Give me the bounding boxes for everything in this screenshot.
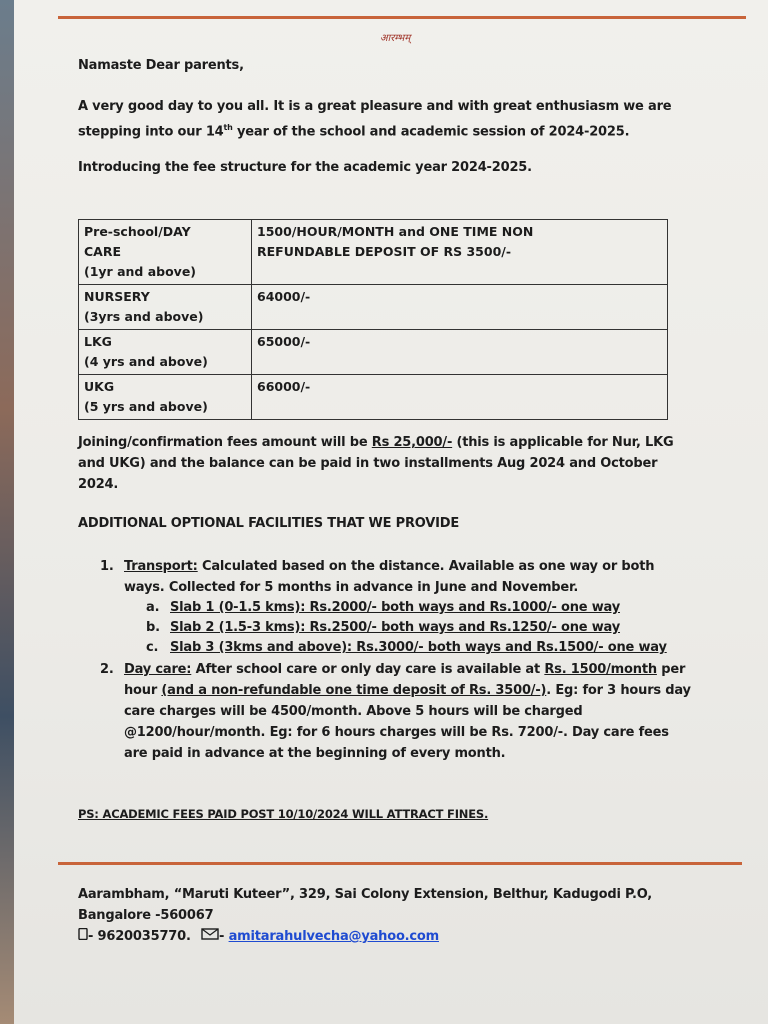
slab-label: a.	[146, 600, 160, 615]
fee-line: 65000/-	[257, 334, 311, 349]
intro-line-2-start: stepping into our 14	[78, 124, 224, 140]
top-rule	[58, 16, 746, 19]
fee-line: REFUNDABLE DEPOSIT OF RS 3500/-	[257, 244, 512, 259]
daycare-rate: Rs. 1500/month	[544, 662, 657, 677]
transport-line-2: ways. Collected for 5 months in advance in June and November.	[124, 580, 579, 595]
daycare-text: . Eg: for 3 hours day	[546, 683, 691, 698]
daycare-line-2	[100, 680, 691, 701]
footer-address	[78, 884, 652, 947]
phone-icon	[78, 926, 88, 947]
intro-line-2-end: year of the school and academic session of 2024-2025.	[232, 124, 630, 140]
intro-superscript: th	[223, 123, 233, 132]
table-row	[79, 220, 668, 285]
contact-line	[78, 926, 652, 947]
class-line: NURSERY	[84, 289, 150, 304]
slab-text: Slab 1 (0-1.5 kms): Rs.2000/- both ways and Rs.1000/- one way	[170, 600, 620, 615]
transport-title: Transport:	[124, 559, 198, 574]
address-line-2: Bangalore -560067	[78, 908, 214, 923]
class-line: CARE	[84, 244, 122, 259]
class-cell	[79, 375, 252, 420]
email-icon	[201, 926, 219, 947]
joining-text: Joining/confirmation fees amount will be	[78, 435, 372, 450]
email-link[interactable]: amitarahulvecha@yahoo.com	[228, 929, 439, 944]
background-edge	[0, 0, 14, 1024]
greeting: Namaste Dear parents,	[78, 58, 244, 73]
joining-text: (this is applicable for Nur, LKG	[452, 435, 674, 450]
joining-line-3: 2024.	[78, 477, 119, 492]
transport-line-1	[100, 556, 654, 577]
daycare-text: per	[656, 662, 686, 677]
list-number: 1.	[100, 559, 114, 574]
intro-line-1: A very good day to you all. It is a great pleasure and with great enthusiasm we are	[78, 99, 672, 114]
fee-cell	[252, 220, 668, 285]
daycare-item	[100, 659, 691, 764]
joining-line-2: and UKG) and the balance can be paid in two installments Aug 2024 and October	[78, 456, 658, 471]
daycare-text: hour	[124, 683, 162, 698]
fee-intro: Introducing the fee structure for the academic year 2024-2025.	[78, 160, 532, 175]
joining-amount: Rs 25,000/-	[371, 435, 453, 450]
list-item	[146, 598, 667, 618]
letter-page	[14, 0, 768, 1024]
fee-line: 64000/-	[257, 289, 311, 304]
fee-line: 1500/HOUR/MONTH and ONE TIME NON	[257, 224, 534, 239]
daycare-line-3: care charges will be 4500/month. Above 5 hours will be charged	[124, 704, 583, 719]
joining-paragraph	[78, 432, 673, 495]
class-cell	[79, 285, 252, 330]
table-row	[79, 375, 668, 420]
fee-cell	[252, 285, 668, 330]
joining-line-1	[78, 432, 673, 453]
daycare-line-4: @1200/hour/month. Eg: for 6 hours charges will be Rs. 7200/-. Day care fees	[124, 725, 669, 740]
slab-label: c.	[146, 640, 159, 655]
class-line: (1yr and above)	[84, 264, 197, 279]
slab-text: Slab 2 (1.5-3 kms): Rs.2500/- both ways and Rs.1250/- one way	[170, 620, 620, 635]
slab-text: Slab 3 (3kms and above): Rs.3000/- both ways and Rs.1500/- one way	[170, 640, 667, 655]
intro-paragraph	[78, 96, 671, 142]
class-cell	[79, 330, 252, 375]
daycare-text: After school care or only day care is available at	[191, 662, 545, 677]
daycare-title: Day care:	[124, 662, 192, 677]
daycare-deposit: (and a non-refundable one time deposit of Rs. 3500/-)	[161, 683, 547, 698]
table-row	[79, 285, 668, 330]
email-label: -	[219, 929, 229, 944]
class-line: (3yrs and above)	[84, 309, 204, 324]
class-line: LKG	[84, 334, 112, 349]
list-item	[146, 638, 667, 658]
class-line: Pre-school/DAY	[84, 224, 191, 239]
slab-list	[146, 598, 667, 658]
class-line: UKG	[84, 379, 115, 394]
list-number: 2.	[100, 662, 114, 677]
class-line: (4 yrs and above)	[84, 354, 208, 369]
fee-table	[78, 219, 668, 420]
list-item	[146, 618, 667, 638]
daycare-line-5: are paid in advance at the beginning of every month.	[124, 746, 506, 761]
daycare-line-1	[100, 659, 691, 680]
address-line-1: Aarambham, “Maruti Kuteer”, 329, Sai Colony Extension, Belthur, Kadugodi P.O,	[78, 887, 653, 902]
class-line: (5 yrs and above)	[84, 399, 208, 414]
fee-cell	[252, 330, 668, 375]
fee-cell	[252, 375, 668, 420]
transport-item	[100, 556, 654, 598]
ps-note: PS: ACADEMIC FEES PAID POST 10/10/2024 WILL ATTRACT FINES.	[78, 807, 489, 821]
class-cell	[79, 220, 252, 285]
footer-rule	[58, 862, 742, 865]
fee-line: 66000/-	[257, 379, 311, 394]
table-row	[79, 330, 668, 375]
phone-number: - 9620035770.	[88, 929, 191, 944]
facilities-heading: ADDITIONAL OPTIONAL FACILITIES THAT WE PROVIDE	[78, 516, 460, 531]
slab-label: b.	[146, 620, 160, 635]
transport-text: Calculated based on the distance. Available as one way or both	[197, 559, 655, 574]
intro-line-2	[78, 117, 671, 142]
logo-text: आरम्भम्	[380, 33, 411, 44]
